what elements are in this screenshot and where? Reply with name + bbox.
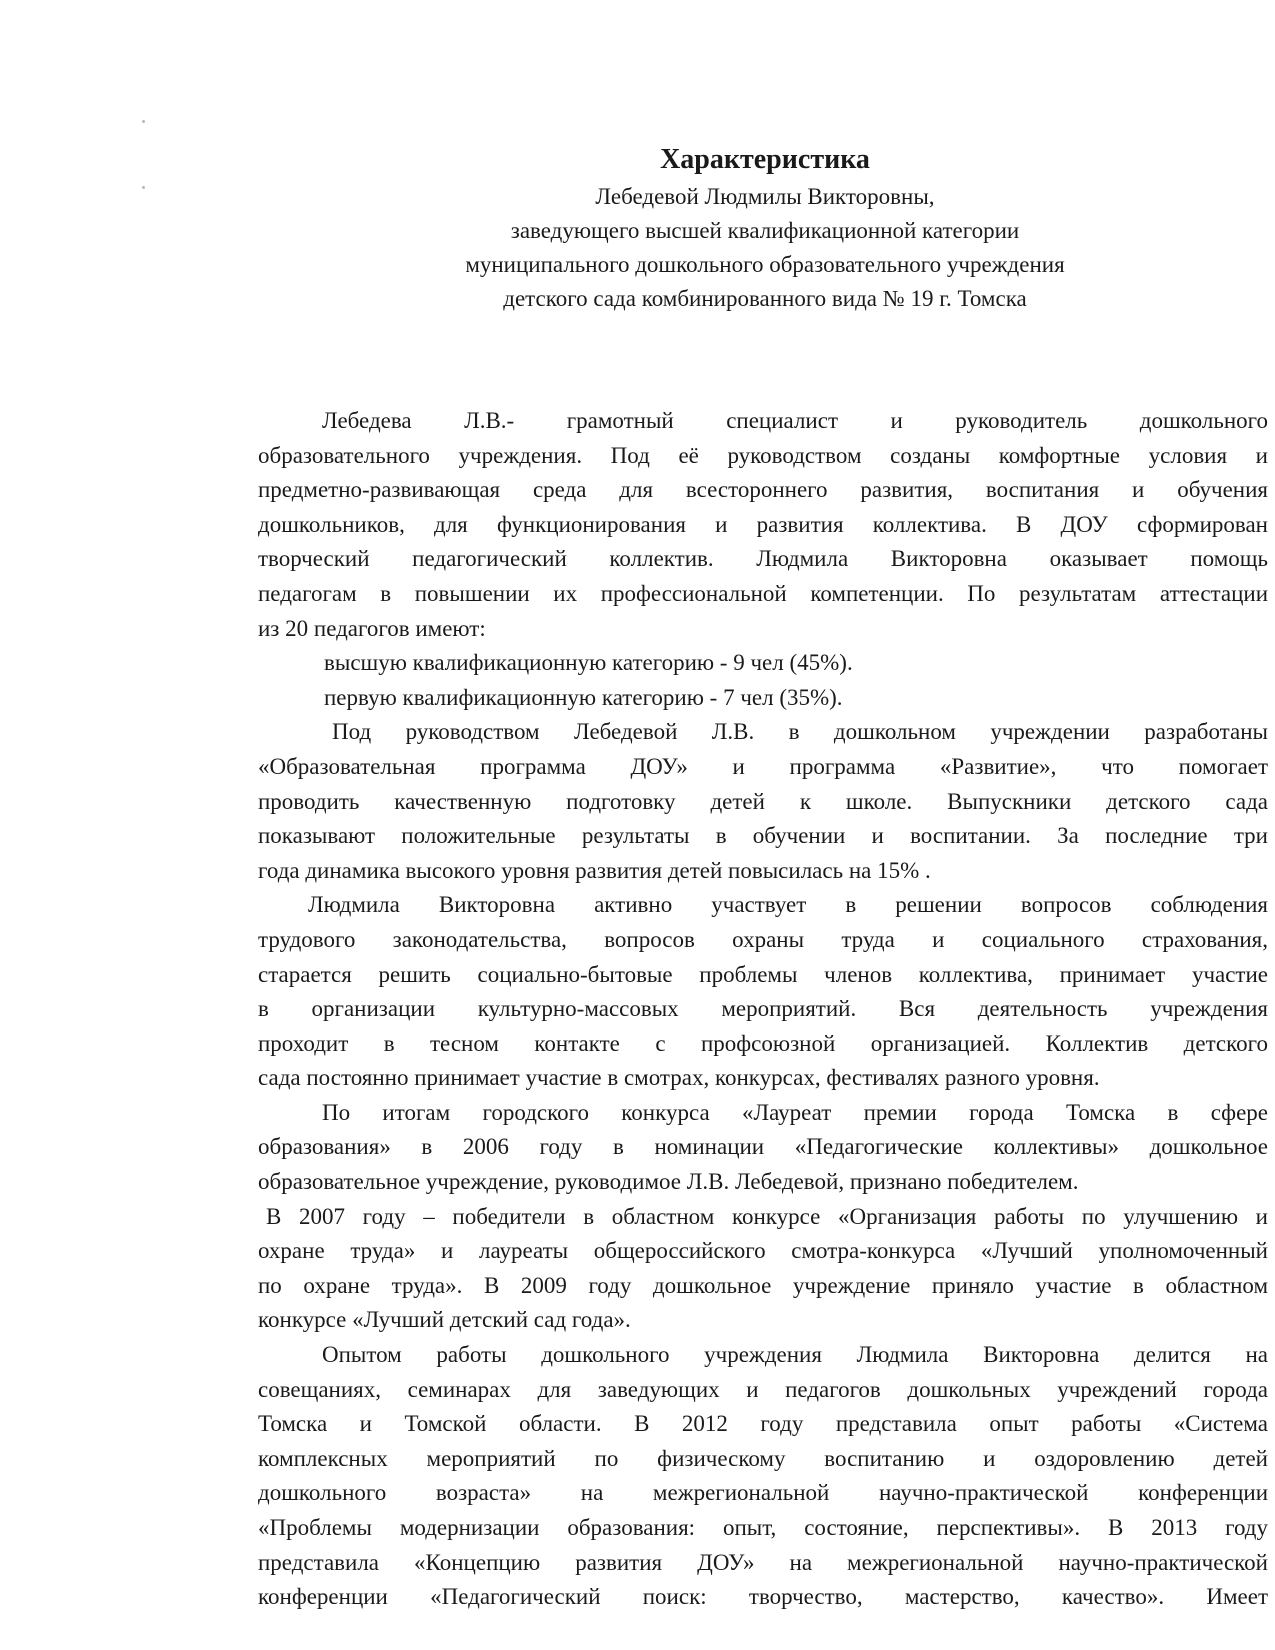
body-line: В 2007 году – победители в областном конкурсе «Организация работы по улучшению и: [266, 1203, 1268, 1229]
body-line: представила «Концепцию развития ДОУ» на межрегиональной научно-практической: [258, 1549, 1268, 1575]
body-line: Людмила Викторовна активно участвует в решении вопросов соблюдения: [308, 892, 1268, 918]
body-line: проходит в тесном контакте с профсоюзной организацией. Коллектив детского: [258, 1030, 1268, 1056]
body-line: предметно-развивающая среда для всестороннего развития, воспитания и обучения: [258, 477, 1268, 503]
body-line: педагогам в повышении их профессиональной компетенции. По результатам аттестации: [258, 580, 1268, 606]
body-line: Опытом работы дошкольного учреждения Людмила Викторовна делится на: [322, 1342, 1268, 1368]
scan-speck: [142, 186, 145, 189]
body-line: конференции «Педагогический поиск: творчество, мастерство, качество». Имеет: [258, 1584, 1268, 1610]
body-line: По итогам городского конкурса «Лауреат премии города Томска в сфере: [322, 1099, 1268, 1125]
document-header: [300, 140, 1230, 316]
document-body: [258, 404, 1268, 1615]
body-line: Томска и Томской области. В 2012 году представила опыт работы «Система: [258, 1411, 1268, 1437]
body-line: проводить качественную подготовку детей к школе. Выпускники детского сада: [258, 788, 1268, 814]
body-line: совещаниях, семинарах для заведующих и педагогов дошкольных учреждений города: [258, 1376, 1268, 1402]
document-title: Характеристика: [660, 144, 870, 175]
body-line: Под руководством Лебедевой Л.В. в дошкольном учреждении разработаны: [332, 719, 1268, 745]
body-line: «Проблемы модернизации образования: опыт, состояние, перспективы». В 2013 году: [258, 1515, 1268, 1540]
body-line: трудового законодательства, вопросов охраны труда и социального страхования,: [258, 926, 1268, 952]
subtitle-line-institution: муниципального дошкольного образовательного учреждения: [465, 252, 1065, 277]
body-line: образовательного учреждения. Под её руководством созданы комфортные условия и: [258, 442, 1268, 468]
body-line: комплексных мероприятий по физическому воспитанию и оздоровлению детей: [258, 1445, 1268, 1471]
body-line: дошкольников, для функционирования и развития коллектива. В ДОУ сформирован: [258, 511, 1268, 537]
scan-speck: [142, 120, 145, 123]
body-line: в организации культурно-массовых мероприятий. Вся деятельность учреждения: [258, 996, 1268, 1022]
body-line: года динамика высокого уровня развития детей повысилась на 15% .: [258, 857, 931, 883]
body-line: «Образовательная программа ДОУ» и программа «Развитие», что помогает: [258, 753, 1268, 779]
body-line: старается решить социально-бытовые проблемы членов коллектива, принимает участие: [258, 961, 1268, 987]
body-line: дошкольного возраста» на межрегиональной научно-практической конференции: [258, 1480, 1268, 1506]
subtitle-line-kindergarten: детского сада комбинированного вида № 19 г. Томска: [503, 286, 1027, 311]
body-line: первую квалификационную категорию - 7 чел (35%).: [324, 684, 843, 710]
body-line: из 20 педагогов имеют:: [258, 615, 486, 641]
body-line: конкурсе «Лучший детский сад года».: [258, 1307, 631, 1333]
body-line: творческий педагогический коллектив. Людмила Викторовна оказывает помощь: [258, 546, 1268, 572]
body-line: образовательное учреждение, руководимое Л.В. Лебедевой, признано победителем.: [258, 1169, 1079, 1195]
subtitle-line-position: заведующего высшей квалификационной категории: [510, 218, 1020, 243]
subtitle-line-name: Лебедевой Людмилы Викторовны,: [595, 184, 935, 209]
body-line: образования» в 2006 году в номинации «Педагогические коллективы» дошкольное: [258, 1134, 1268, 1160]
body-line: высшую квалификационную категорию - 9 чел (45%).: [324, 650, 853, 676]
body-line: показывают положительные результаты в обучении и воспитании. За последние три: [258, 823, 1268, 849]
body-line: Лебедева Л.В.- грамотный специалист и руководитель дошкольного: [322, 408, 1268, 433]
body-line: охране труда» и лауреаты общероссийского смотра-конкурса «Лучший уполномоченный: [258, 1238, 1268, 1264]
body-line: по охране труда». В 2009 году дошкольное учреждение приняло участие в областном: [258, 1272, 1268, 1298]
body-line: сада постоянно принимает участие в смотрах, конкурсах, фестивалях разного уровня.: [258, 1065, 1100, 1091]
